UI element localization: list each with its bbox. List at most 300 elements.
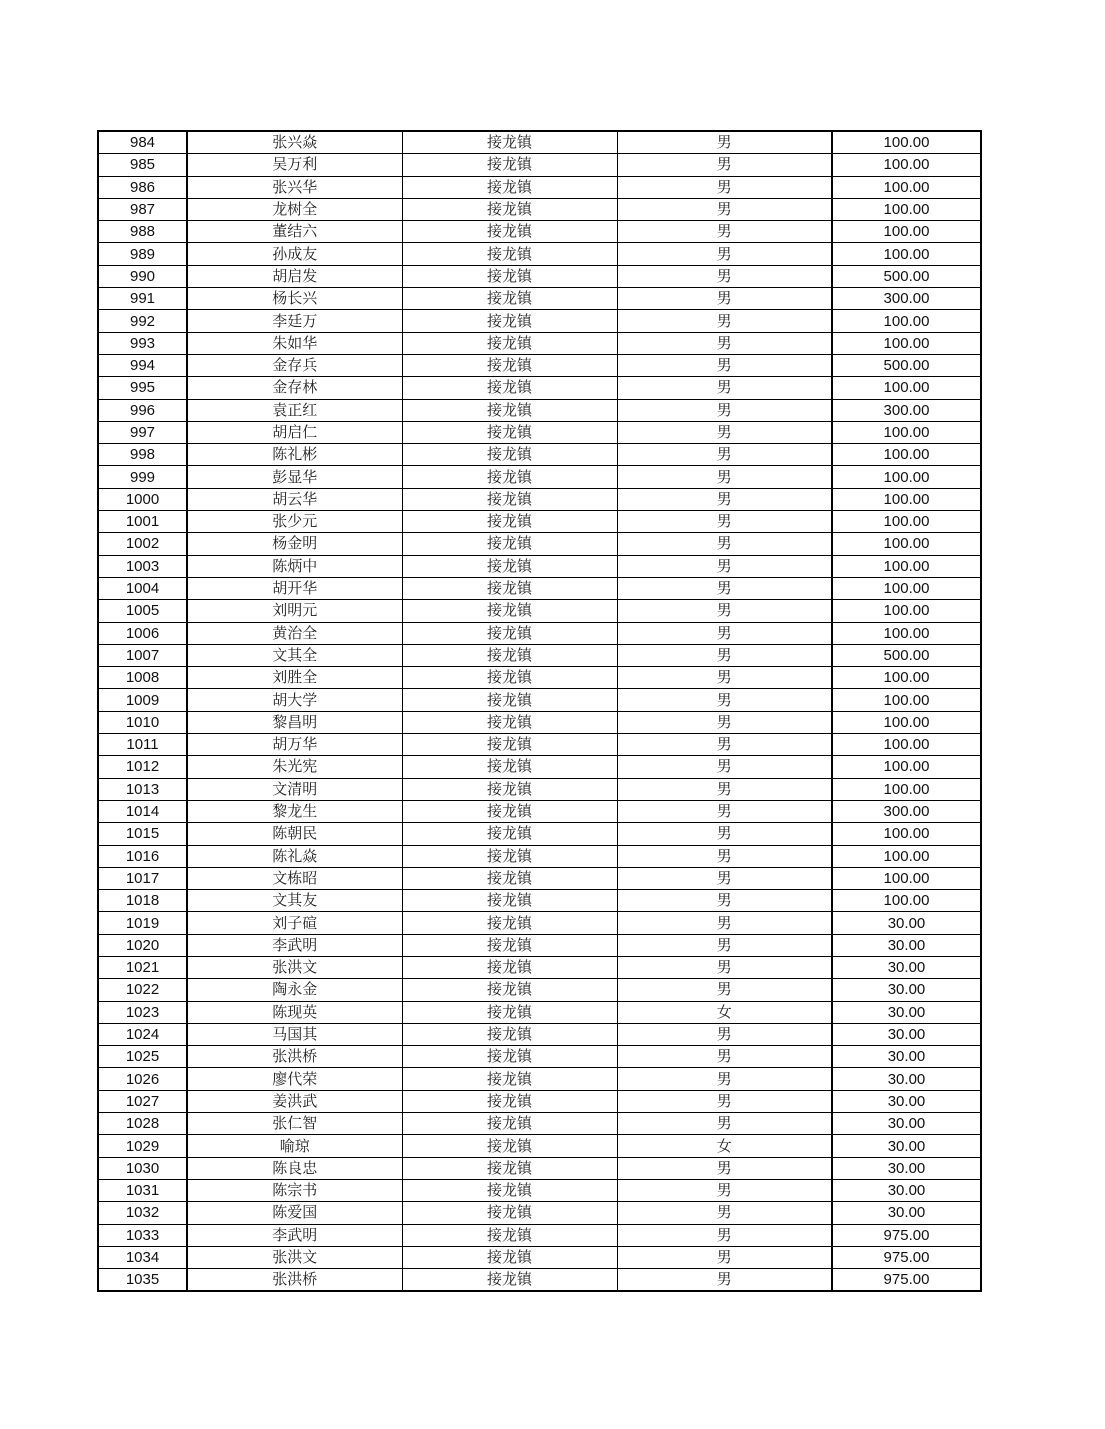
cell-name: 陈宗书: [187, 1179, 402, 1201]
cell-number: 1012: [98, 756, 187, 778]
cell-name: 张洪文: [187, 956, 402, 978]
cell-name: 彭显华: [187, 466, 402, 488]
cell-town: 接龙镇: [402, 131, 617, 154]
cell-gender: 男: [617, 198, 832, 220]
cell-amount: 100.00: [832, 890, 981, 912]
cell-gender: 男: [617, 332, 832, 354]
cell-town: 接龙镇: [402, 890, 617, 912]
table-row: [98, 1179, 981, 1201]
cell-gender: 男: [617, 934, 832, 956]
cell-number: 994: [98, 354, 187, 376]
cell-amount: 100.00: [832, 421, 981, 443]
cell-town: 接龙镇: [402, 243, 617, 265]
cell-name: 胡启发: [187, 265, 402, 287]
table-row: [98, 1001, 981, 1023]
table-row: [98, 1202, 981, 1224]
table-row: [98, 1269, 981, 1292]
cell-name: 孙成友: [187, 243, 402, 265]
table-row: [98, 934, 981, 956]
cell-gender: 男: [617, 243, 832, 265]
table-body: [98, 131, 981, 1291]
cell-name: 张仁智: [187, 1113, 402, 1135]
table-row: [98, 421, 981, 443]
cell-town: 接龙镇: [402, 845, 617, 867]
cell-town: 接龙镇: [402, 1068, 617, 1090]
cell-town: 接龙镇: [402, 689, 617, 711]
table-row: [98, 1224, 981, 1246]
cell-name: 杨长兴: [187, 288, 402, 310]
cell-gender: 女: [617, 1135, 832, 1157]
cell-number: 1005: [98, 600, 187, 622]
cell-town: 接龙镇: [402, 511, 617, 533]
cell-name: 黄治全: [187, 622, 402, 644]
cell-amount: 100.00: [832, 622, 981, 644]
cell-number: 992: [98, 310, 187, 332]
cell-gender: 男: [617, 734, 832, 756]
cell-gender: 男: [617, 533, 832, 555]
table-row: [98, 689, 981, 711]
cell-gender: 男: [617, 912, 832, 934]
cell-name: 陈炳中: [187, 555, 402, 577]
cell-amount: 300.00: [832, 800, 981, 822]
cell-town: 接龙镇: [402, 198, 617, 220]
cell-amount: 100.00: [832, 511, 981, 533]
cell-town: 接龙镇: [402, 488, 617, 510]
cell-amount: 100.00: [832, 332, 981, 354]
cell-gender: 男: [617, 444, 832, 466]
cell-town: 接龙镇: [402, 934, 617, 956]
cell-town: 接龙镇: [402, 176, 617, 198]
cell-number: 996: [98, 399, 187, 421]
cell-name: 陈爱国: [187, 1202, 402, 1224]
cell-name: 姜洪武: [187, 1090, 402, 1112]
cell-town: 接龙镇: [402, 867, 617, 889]
cell-name: 李廷万: [187, 310, 402, 332]
table-row: [98, 711, 981, 733]
table-row: [98, 310, 981, 332]
cell-amount: 100.00: [832, 310, 981, 332]
cell-name: 金存兵: [187, 354, 402, 376]
cell-number: 993: [98, 332, 187, 354]
cell-town: 接龙镇: [402, 734, 617, 756]
table-row: [98, 867, 981, 889]
cell-number: 1006: [98, 622, 187, 644]
cell-town: 接龙镇: [402, 1090, 617, 1112]
cell-name: 董结六: [187, 221, 402, 243]
cell-amount: 30.00: [832, 979, 981, 1001]
cell-amount: 100.00: [832, 176, 981, 198]
cell-amount: 100.00: [832, 198, 981, 220]
cell-number: 1013: [98, 778, 187, 800]
cell-number: 1028: [98, 1113, 187, 1135]
cell-number: 1016: [98, 845, 187, 867]
cell-town: 接龙镇: [402, 1001, 617, 1023]
cell-town: 接龙镇: [402, 1224, 617, 1246]
cell-gender: 男: [617, 1090, 832, 1112]
cell-town: 接龙镇: [402, 154, 617, 176]
table-row: [98, 577, 981, 599]
table-row: [98, 377, 981, 399]
cell-gender: 男: [617, 221, 832, 243]
cell-name: 杨金明: [187, 533, 402, 555]
cell-number: 1004: [98, 577, 187, 599]
cell-name: 喻琼: [187, 1135, 402, 1157]
cell-name: 胡云华: [187, 488, 402, 510]
cell-gender: 男: [617, 288, 832, 310]
cell-name: 陈良忠: [187, 1157, 402, 1179]
cell-gender: 男: [617, 1269, 832, 1292]
cell-number: 1024: [98, 1023, 187, 1045]
cell-number: 1001: [98, 511, 187, 533]
cell-amount: 30.00: [832, 1202, 981, 1224]
table-row: [98, 600, 981, 622]
cell-number: 985: [98, 154, 187, 176]
cell-town: 接龙镇: [402, 533, 617, 555]
cell-gender: 男: [617, 1224, 832, 1246]
cell-town: 接龙镇: [402, 912, 617, 934]
cell-amount: 30.00: [832, 934, 981, 956]
cell-amount: 100.00: [832, 444, 981, 466]
cell-number: 1026: [98, 1068, 187, 1090]
cell-gender: 男: [617, 511, 832, 533]
cell-amount: 100.00: [832, 867, 981, 889]
cell-number: 1003: [98, 555, 187, 577]
cell-gender: 男: [617, 890, 832, 912]
cell-number: 1000: [98, 488, 187, 510]
cell-number: 1022: [98, 979, 187, 1001]
cell-number: 1019: [98, 912, 187, 934]
cell-gender: 男: [617, 644, 832, 666]
cell-amount: 100.00: [832, 466, 981, 488]
cell-number: 1025: [98, 1046, 187, 1068]
cell-amount: 300.00: [832, 288, 981, 310]
cell-gender: 男: [617, 1157, 832, 1179]
cell-town: 接龙镇: [402, 354, 617, 376]
cell-town: 接龙镇: [402, 377, 617, 399]
cell-amount: 100.00: [832, 734, 981, 756]
cell-town: 接龙镇: [402, 1113, 617, 1135]
table-row: [98, 265, 981, 287]
cell-amount: 30.00: [832, 1068, 981, 1090]
cell-town: 接龙镇: [402, 956, 617, 978]
table-row: [98, 354, 981, 376]
table-row: [98, 555, 981, 577]
cell-name: 陈礼彬: [187, 444, 402, 466]
cell-town: 接龙镇: [402, 756, 617, 778]
cell-town: 接龙镇: [402, 221, 617, 243]
cell-amount: 30.00: [832, 1023, 981, 1045]
cell-gender: 男: [617, 154, 832, 176]
cell-town: 接龙镇: [402, 555, 617, 577]
cell-gender: 男: [617, 466, 832, 488]
table-row: [98, 511, 981, 533]
cell-name: 廖代荣: [187, 1068, 402, 1090]
table-row: [98, 488, 981, 510]
cell-amount: 100.00: [832, 154, 981, 176]
cell-amount: 100.00: [832, 600, 981, 622]
cell-amount: 975.00: [832, 1246, 981, 1268]
cell-gender: 男: [617, 756, 832, 778]
cell-number: 998: [98, 444, 187, 466]
cell-name: 陈礼焱: [187, 845, 402, 867]
table-row: [98, 845, 981, 867]
cell-number: 1018: [98, 890, 187, 912]
table-row: [98, 243, 981, 265]
cell-gender: 男: [617, 377, 832, 399]
cell-number: 1015: [98, 823, 187, 845]
cell-town: 接龙镇: [402, 399, 617, 421]
cell-town: 接龙镇: [402, 644, 617, 666]
cell-amount: 100.00: [832, 488, 981, 510]
cell-amount: 100.00: [832, 711, 981, 733]
cell-gender: 男: [617, 421, 832, 443]
table-row: [98, 956, 981, 978]
cell-gender: 男: [617, 176, 832, 198]
table-row: [98, 332, 981, 354]
table-row: [98, 1090, 981, 1112]
cell-number: 991: [98, 288, 187, 310]
table-row: [98, 444, 981, 466]
table-row: [98, 644, 981, 666]
table-row: [98, 979, 981, 1001]
cell-amount: 30.00: [832, 1157, 981, 1179]
cell-number: 997: [98, 421, 187, 443]
cell-name: 胡大学: [187, 689, 402, 711]
table-row: [98, 154, 981, 176]
cell-amount: 300.00: [832, 399, 981, 421]
cell-gender: 男: [617, 867, 832, 889]
table-row: [98, 131, 981, 154]
cell-number: 1029: [98, 1135, 187, 1157]
cell-amount: 30.00: [832, 1113, 981, 1135]
cell-name: 张少元: [187, 511, 402, 533]
cell-amount: 100.00: [832, 533, 981, 555]
cell-name: 胡开华: [187, 577, 402, 599]
table-row: [98, 756, 981, 778]
cell-town: 接龙镇: [402, 421, 617, 443]
cell-name: 马国其: [187, 1023, 402, 1045]
cell-gender: 男: [617, 956, 832, 978]
cell-amount: 500.00: [832, 265, 981, 287]
cell-name: 金存林: [187, 377, 402, 399]
cell-name: 胡启仁: [187, 421, 402, 443]
cell-town: 接龙镇: [402, 667, 617, 689]
cell-amount: 500.00: [832, 644, 981, 666]
cell-number: 986: [98, 176, 187, 198]
cell-town: 接龙镇: [402, 1246, 617, 1268]
cell-number: 990: [98, 265, 187, 287]
cell-number: 1014: [98, 800, 187, 822]
cell-amount: 500.00: [832, 354, 981, 376]
cell-gender: 男: [617, 1179, 832, 1201]
cell-town: 接龙镇: [402, 1179, 617, 1201]
cell-number: 989: [98, 243, 187, 265]
cell-name: 李武明: [187, 934, 402, 956]
table-row: [98, 1135, 981, 1157]
cell-gender: 男: [617, 600, 832, 622]
cell-name: 文其友: [187, 890, 402, 912]
cell-number: 1008: [98, 667, 187, 689]
cell-number: 1033: [98, 1224, 187, 1246]
cell-amount: 30.00: [832, 1046, 981, 1068]
cell-gender: 女: [617, 1001, 832, 1023]
cell-town: 接龙镇: [402, 1046, 617, 1068]
cell-town: 接龙镇: [402, 1269, 617, 1292]
cell-amount: 30.00: [832, 1179, 981, 1201]
cell-number: 1020: [98, 934, 187, 956]
cell-gender: 男: [617, 979, 832, 1001]
cell-number: 1017: [98, 867, 187, 889]
cell-amount: 100.00: [832, 756, 981, 778]
cell-name: 陈现英: [187, 1001, 402, 1023]
cell-amount: 975.00: [832, 1224, 981, 1246]
cell-town: 接龙镇: [402, 622, 617, 644]
table-row: [98, 622, 981, 644]
cell-name: 朱光宪: [187, 756, 402, 778]
cell-number: 1021: [98, 956, 187, 978]
cell-gender: 男: [617, 399, 832, 421]
cell-gender: 男: [617, 555, 832, 577]
cell-name: 龙树全: [187, 198, 402, 220]
table-row: [98, 1023, 981, 1045]
cell-gender: 男: [617, 845, 832, 867]
cell-town: 接龙镇: [402, 800, 617, 822]
cell-number: 987: [98, 198, 187, 220]
cell-gender: 男: [617, 131, 832, 154]
cell-gender: 男: [617, 1046, 832, 1068]
cell-gender: 男: [617, 689, 832, 711]
table-row: [98, 198, 981, 220]
cell-amount: 100.00: [832, 577, 981, 599]
cell-number: 1007: [98, 644, 187, 666]
cell-name: 刘胜全: [187, 667, 402, 689]
cell-number: 1009: [98, 689, 187, 711]
cell-number: 1030: [98, 1157, 187, 1179]
data-table: [97, 130, 982, 1292]
cell-gender: 男: [617, 1068, 832, 1090]
cell-town: 接龙镇: [402, 310, 617, 332]
cell-name: 文清明: [187, 778, 402, 800]
cell-amount: 100.00: [832, 667, 981, 689]
cell-name: 文其全: [187, 644, 402, 666]
cell-amount: 100.00: [832, 823, 981, 845]
cell-gender: 男: [617, 488, 832, 510]
cell-amount: 975.00: [832, 1269, 981, 1292]
cell-amount: 100.00: [832, 243, 981, 265]
cell-name: 胡万华: [187, 734, 402, 756]
cell-name: 文栋昭: [187, 867, 402, 889]
cell-name: 刘明元: [187, 600, 402, 622]
cell-town: 接龙镇: [402, 444, 617, 466]
cell-amount: 100.00: [832, 845, 981, 867]
table-row: [98, 288, 981, 310]
cell-name: 袁正红: [187, 399, 402, 421]
cell-number: 988: [98, 221, 187, 243]
cell-name: 张洪文: [187, 1246, 402, 1268]
cell-town: 接龙镇: [402, 1202, 617, 1224]
cell-number: 1002: [98, 533, 187, 555]
table-row: [98, 890, 981, 912]
cell-town: 接龙镇: [402, 288, 617, 310]
cell-number: 1011: [98, 734, 187, 756]
cell-amount: 30.00: [832, 1001, 981, 1023]
cell-name: 黎龙生: [187, 800, 402, 822]
cell-name: 黎昌明: [187, 711, 402, 733]
cell-gender: 男: [617, 1202, 832, 1224]
cell-number: 1031: [98, 1179, 187, 1201]
table-row: [98, 778, 981, 800]
cell-name: 张兴华: [187, 176, 402, 198]
cell-gender: 男: [617, 265, 832, 287]
cell-town: 接龙镇: [402, 577, 617, 599]
table-row: [98, 823, 981, 845]
cell-gender: 男: [617, 577, 832, 599]
cell-gender: 男: [617, 778, 832, 800]
table-row: [98, 667, 981, 689]
cell-town: 接龙镇: [402, 265, 617, 287]
cell-name: 张兴焱: [187, 131, 402, 154]
table-row: [98, 176, 981, 198]
table-row: [98, 1113, 981, 1135]
cell-town: 接龙镇: [402, 823, 617, 845]
cell-amount: 30.00: [832, 956, 981, 978]
table-row: [98, 1068, 981, 1090]
cell-town: 接龙镇: [402, 466, 617, 488]
table-row: [98, 533, 981, 555]
table-row: [98, 1246, 981, 1268]
cell-gender: 男: [617, 823, 832, 845]
table-row: [98, 399, 981, 421]
cell-amount: 100.00: [832, 377, 981, 399]
cell-town: 接龙镇: [402, 778, 617, 800]
cell-name: 朱如华: [187, 332, 402, 354]
cell-amount: 100.00: [832, 778, 981, 800]
cell-gender: 男: [617, 310, 832, 332]
cell-town: 接龙镇: [402, 332, 617, 354]
cell-gender: 男: [617, 354, 832, 376]
table-row: [98, 800, 981, 822]
cell-amount: 30.00: [832, 1135, 981, 1157]
cell-town: 接龙镇: [402, 1135, 617, 1157]
cell-number: 999: [98, 466, 187, 488]
cell-gender: 男: [617, 1246, 832, 1268]
cell-name: 陶永金: [187, 979, 402, 1001]
cell-town: 接龙镇: [402, 979, 617, 1001]
cell-amount: 30.00: [832, 1090, 981, 1112]
cell-amount: 30.00: [832, 912, 981, 934]
cell-name: 李武明: [187, 1224, 402, 1246]
cell-name: 张洪桥: [187, 1269, 402, 1292]
table-row: [98, 912, 981, 934]
cell-town: 接龙镇: [402, 1157, 617, 1179]
table-row: [98, 734, 981, 756]
cell-amount: 100.00: [832, 689, 981, 711]
cell-gender: 男: [617, 1113, 832, 1135]
cell-number: 1035: [98, 1269, 187, 1292]
table-row: [98, 1046, 981, 1068]
cell-name: 刘子碹: [187, 912, 402, 934]
cell-gender: 男: [617, 667, 832, 689]
cell-gender: 男: [617, 711, 832, 733]
cell-gender: 男: [617, 1023, 832, 1045]
cell-amount: 100.00: [832, 221, 981, 243]
cell-amount: 100.00: [832, 555, 981, 577]
cell-number: 984: [98, 131, 187, 154]
cell-town: 接龙镇: [402, 711, 617, 733]
cell-name: 吴万利: [187, 154, 402, 176]
cell-number: 995: [98, 377, 187, 399]
cell-town: 接龙镇: [402, 1023, 617, 1045]
